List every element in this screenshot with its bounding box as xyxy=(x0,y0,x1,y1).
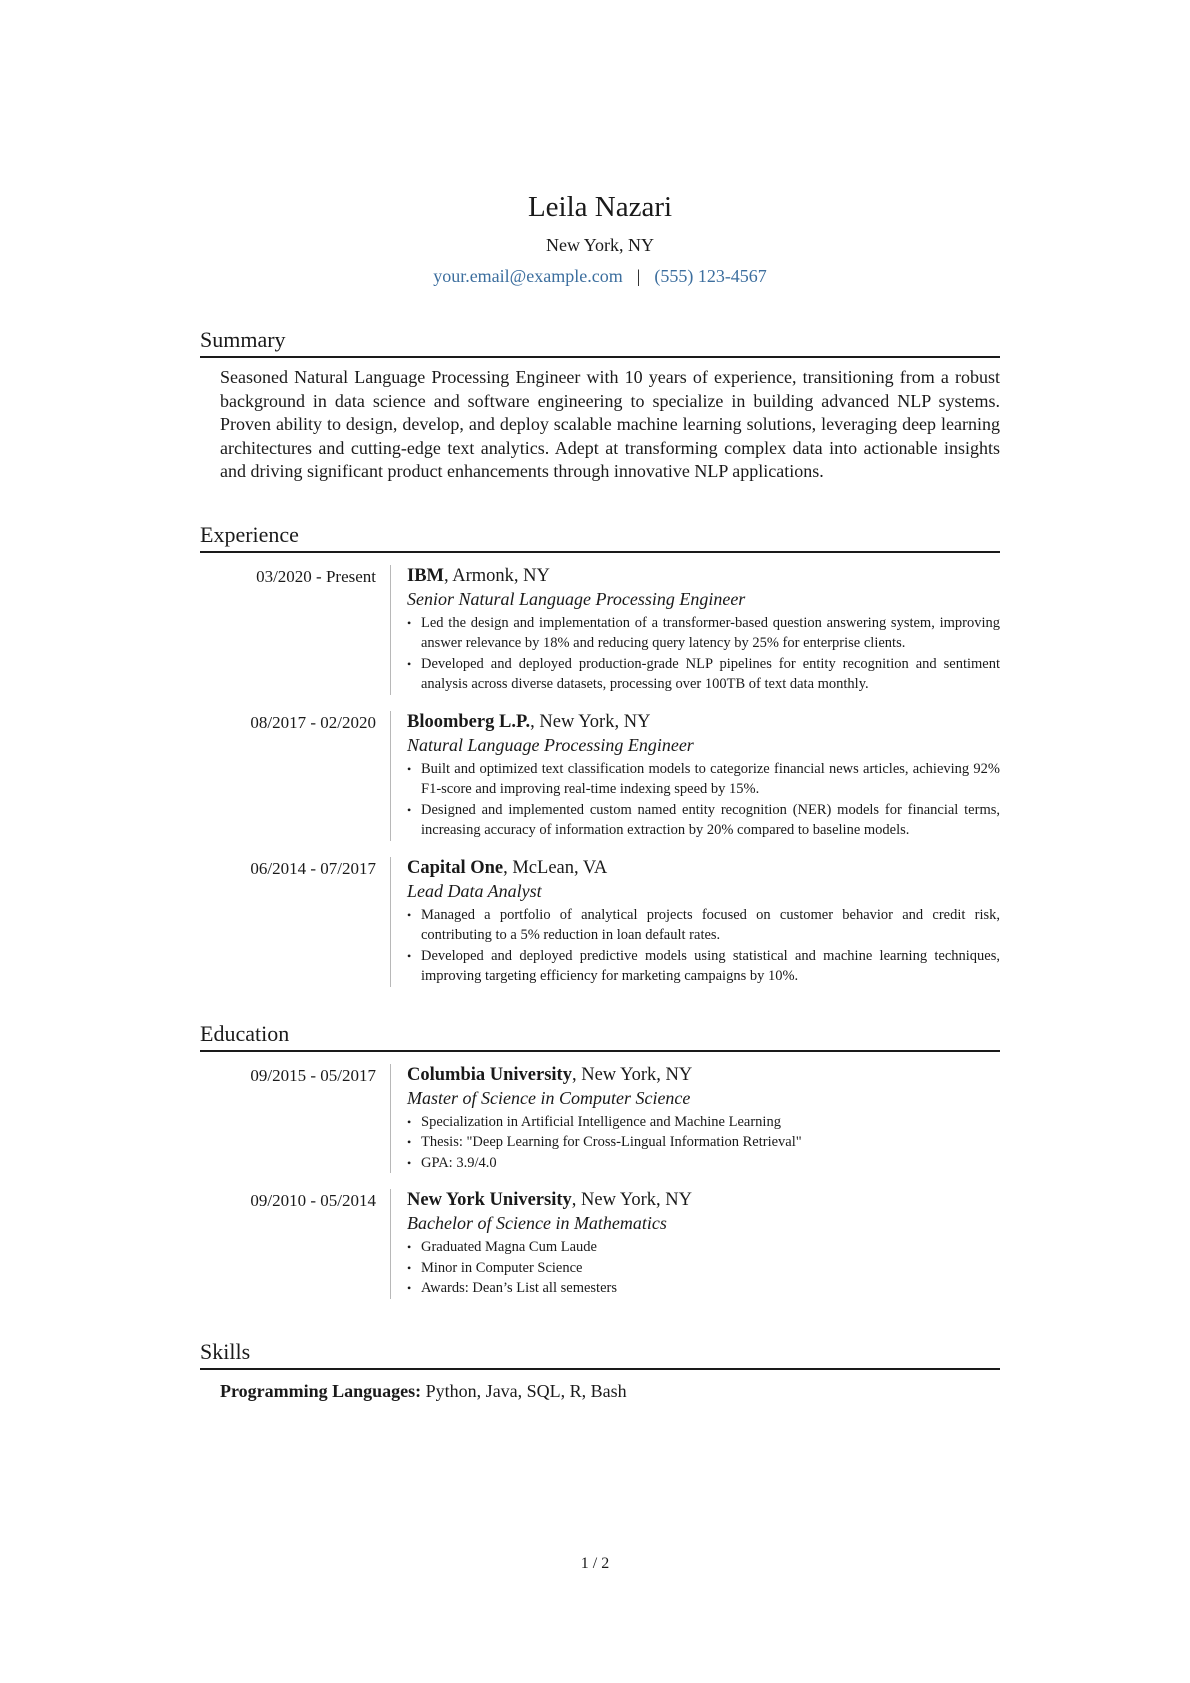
entry-content xyxy=(390,1189,1000,1299)
resume-page xyxy=(200,190,1000,1403)
entry-role: Lead Data Analyst xyxy=(407,880,542,901)
organization-name: New York University xyxy=(407,1190,572,1210)
bullet-item: • GPA: 3.9/4.0 xyxy=(407,1153,1000,1174)
organization-location: , New York, NY xyxy=(530,711,651,732)
summary-section xyxy=(200,327,1000,484)
bullet-item: • Graduated Magna Cum Laude xyxy=(407,1237,1000,1258)
entry-organization xyxy=(407,711,1000,734)
entry-date: 03/2020 - Present xyxy=(256,566,376,586)
entry-bullets xyxy=(407,905,1000,987)
experience-entry xyxy=(200,857,1000,987)
organization-name: Bloomberg L.P. xyxy=(407,711,531,732)
summary-heading: Summary xyxy=(200,327,1000,358)
entry-organization xyxy=(407,1064,1000,1087)
entry-role: Natural Language Processing Engineer xyxy=(407,734,694,755)
skills-section xyxy=(200,1339,1000,1403)
skills-value: Python, Java, SQL, R, Bash xyxy=(421,1380,627,1401)
bullet-item: • Specialization in Artificial Intelligence and Machine Learning xyxy=(407,1112,1000,1133)
entry-content xyxy=(390,565,1000,695)
entry-degree: Master of Science in Computer Science xyxy=(407,1087,691,1108)
entry-content xyxy=(390,711,1000,841)
organization-location: , New York, NY xyxy=(571,1064,693,1085)
contact-separator: | xyxy=(636,266,641,286)
organization-location: , New York, NY xyxy=(571,1190,693,1210)
contact-line xyxy=(200,265,1000,287)
entry-content xyxy=(390,857,1000,987)
organization-location: , McLean, VA xyxy=(503,857,608,878)
bullet-item: • Developed and deployed production-grade NLP pipelines for entity recognition and sentiment analysis across diverse datasets, processing over 100TB of text data monthly. xyxy=(407,654,1000,695)
bullet-item: • Awards: Dean’s List all semesters xyxy=(407,1278,1000,1299)
bullet-item: • Led the design and implementation of a transformer-based question answering system, improving answer relevance by 18% and reducing query latency by 25% for enterprise clients. xyxy=(407,613,1000,654)
education-section xyxy=(200,1021,1000,1299)
bullet-item: • Managed a portfolio of analytical projects focused on customer behavior and credit risk, contributing to a 5% reduction in loan default rates. xyxy=(407,905,1000,946)
summary-text: Seasoned Natural Language Processing Engineer with 10 years of experience, transitioning from a robust background in data science and software engineering to specialize in building advanced NLP systems. Proven ability to design, develop, and deploy scalable machine learning solutions, leveraging deep learning architectures and cutting-edge text analytics. Adept at transforming complex data into actionable insights and driving significant product enhancements through innovative NLP applications. xyxy=(220,367,1000,481)
experience-heading: Experience xyxy=(200,522,1000,553)
phone-link[interactable]: (555) 123-4567 xyxy=(654,266,767,286)
organization-name: IBM xyxy=(407,565,444,586)
candidate-location: New York, NY xyxy=(545,235,654,255)
entry-date: 08/2017 - 02/2020 xyxy=(250,712,376,732)
organization-location: , Armonk, NY xyxy=(444,565,550,586)
entry-bullets xyxy=(407,1112,1000,1174)
entry-organization xyxy=(407,857,1000,880)
entry-date: 06/2014 - 07/2017 xyxy=(250,858,376,878)
page-number: 1 / 2 xyxy=(580,1555,610,1572)
entry-degree: Bachelor of Science in Mathematics xyxy=(407,1213,667,1233)
entry-organization xyxy=(407,565,1000,588)
candidate-name: Leila Nazari xyxy=(527,191,673,223)
skills-line xyxy=(220,1380,1000,1403)
organization-name: Capital One xyxy=(407,857,504,878)
bullet-item: • Built and optimized text classification models to categorize financial news articles, achieving 92% F1-score and improving real-time indexing speed by 15%. xyxy=(407,759,1000,800)
experience-entry xyxy=(200,711,1000,841)
education-heading: Education xyxy=(200,1021,1000,1052)
entry-bullets xyxy=(407,759,1000,841)
bullet-item: • Minor in Computer Science xyxy=(407,1258,1000,1279)
bullet-item: • Thesis: "Deep Learning for Cross-Lingual Information Retrieval" xyxy=(407,1132,1000,1153)
entry-date: 09/2010 - 05/2014 xyxy=(250,1191,376,1210)
email-link[interactable]: your.email@example.com xyxy=(433,266,623,286)
bullet-item: • Developed and deployed predictive models using statistical and machine learning techniques, improving targeting efficiency for marketing campaigns by 10%. xyxy=(407,946,1000,987)
entry-organization xyxy=(407,1189,1000,1212)
bullet-item: • Designed and implemented custom named entity recognition (NER) models for financial terms, increasing accuracy of information extraction by 20% compared to baseline models. xyxy=(407,800,1000,841)
entry-bullets xyxy=(407,1237,1000,1299)
organization-name: Columbia University xyxy=(407,1064,572,1085)
entry-date: 09/2015 - 05/2017 xyxy=(250,1065,376,1085)
skills-heading: Skills xyxy=(200,1339,1000,1370)
resume-header xyxy=(200,190,1000,287)
experience-entry xyxy=(200,565,1000,695)
entry-bullets xyxy=(407,613,1000,695)
education-entry xyxy=(200,1064,1000,1174)
skills-label: Programming Languages: xyxy=(220,1380,422,1401)
entry-role: Senior Natural Language Processing Engineer xyxy=(407,588,746,609)
entry-content xyxy=(390,1064,1000,1174)
education-entry xyxy=(200,1189,1000,1299)
experience-section xyxy=(200,522,1000,987)
